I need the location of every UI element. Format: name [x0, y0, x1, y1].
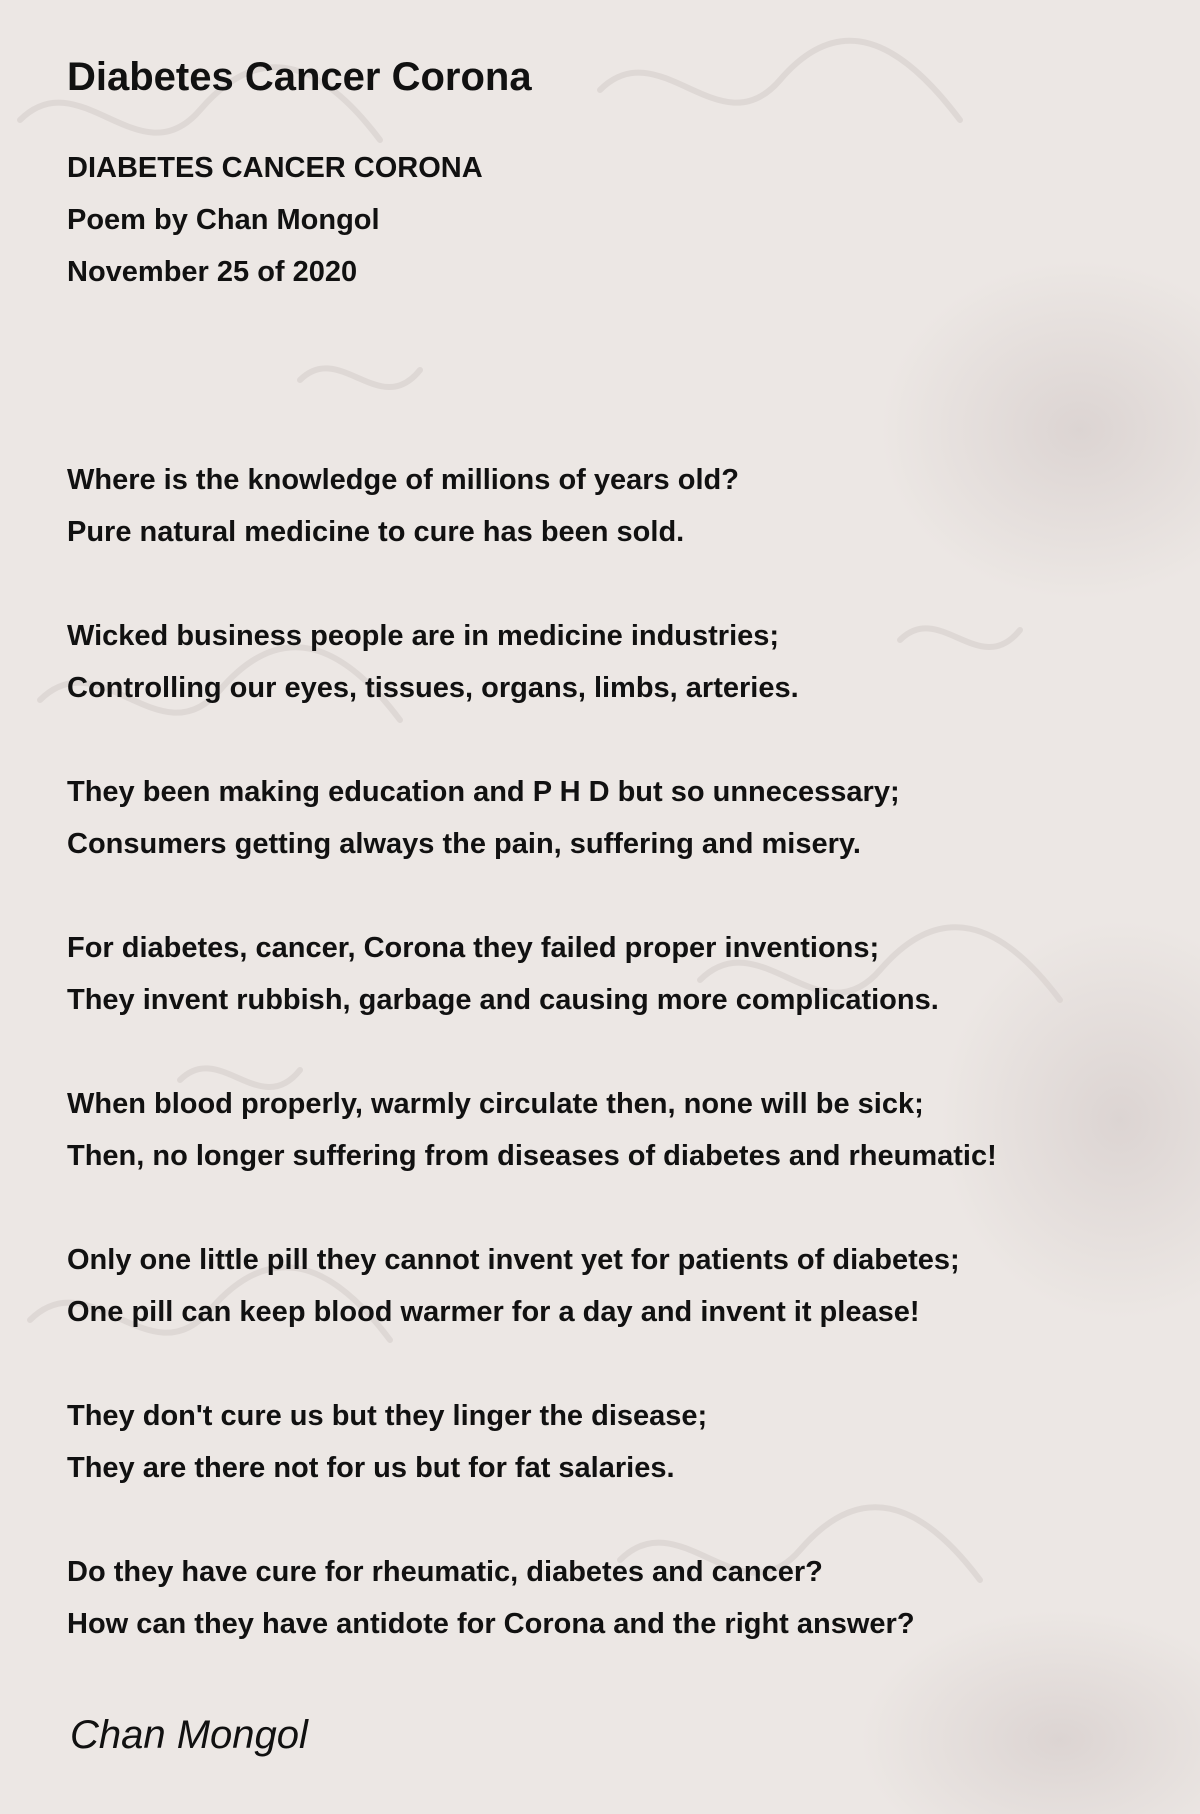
stanza	[67, 766, 1157, 870]
poem-date-line: November 25 of 2020	[67, 256, 358, 288]
poem-line: They don't cure us but they linger the disease;	[67, 1400, 708, 1432]
poem-line: When blood properly, warmly circulate then, none will be sick;	[67, 1088, 924, 1120]
poem-author-line: Poem by Chan Mongol	[67, 204, 380, 236]
poem-heading: DIABETES CANCER CORONA	[67, 152, 483, 184]
poem-line: Controlling our eyes, tissues, organs, limbs, arteries.	[67, 672, 799, 704]
page-title: Diabetes Cancer Corona	[67, 55, 532, 99]
poem-line: One pill can keep blood warmer for a day and invent it please!	[67, 1296, 920, 1328]
poem-line: For diabetes, cancer, Corona they failed proper inventions;	[67, 932, 880, 964]
poem-header	[67, 142, 1157, 298]
poem-line: How can they have antidote for Corona and the right answer?	[67, 1608, 915, 1640]
poem-line: Pure natural medicine to cure has been sold.	[67, 516, 685, 548]
poem-line: Do they have cure for rheumatic, diabetes and cancer?	[67, 1556, 823, 1588]
poem-line: Consumers getting always the pain, suffering and misery.	[67, 828, 861, 860]
stanza	[67, 1078, 1157, 1182]
poem-line: Where is the knowledge of millions of years old?	[67, 464, 739, 496]
author-signature: Chan Mongol	[70, 1713, 308, 1757]
stanza	[67, 1390, 1157, 1494]
stanza	[67, 1234, 1157, 1338]
stanza	[67, 610, 1157, 714]
poem-line: They been making education and P H D but so unnecessary;	[67, 776, 900, 808]
poem-line: They invent rubbish, garbage and causing more complications.	[67, 984, 939, 1016]
stanza	[67, 1546, 1157, 1650]
poem-content	[67, 50, 1157, 1702]
stanza	[67, 922, 1157, 1026]
poem-line: Wicked business people are in medicine industries;	[67, 620, 780, 652]
poem-line: They are there not for us but for fat salaries.	[67, 1452, 675, 1484]
poem-body	[67, 454, 1157, 1650]
poem-line: Then, no longer suffering from diseases of diabetes and rheumatic!	[67, 1140, 997, 1172]
stanza	[67, 454, 1157, 558]
poem-line: Only one little pill they cannot invent yet for patients of diabetes;	[67, 1244, 960, 1276]
